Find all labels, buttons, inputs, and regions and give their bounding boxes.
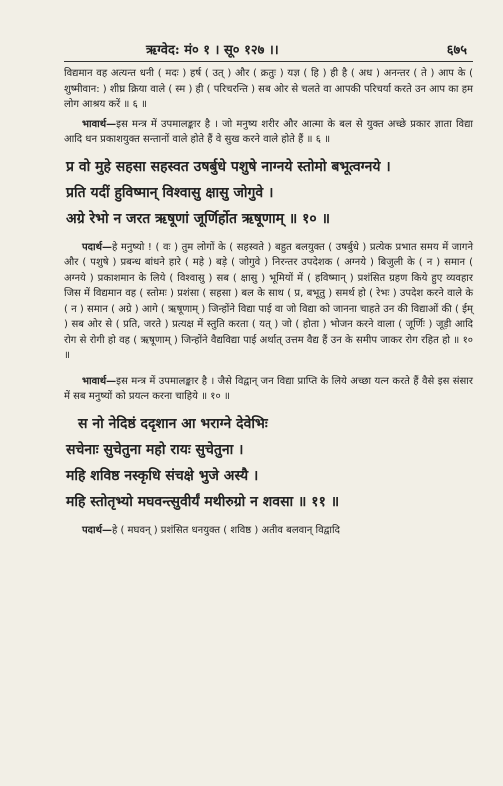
bhavartha-label: भावार्थ— [82, 375, 117, 387]
padartha-text: हे मनुष्यो ! ( वः ) तुम लोगों के ( सहस्वते ) बहुत बलयुक्त ( उषर्बुधे ) प्रत्येक प्रभात समय में जागने और ( पशुषे ) प्रबन्ध बांधने हारे ( महे ) बड़े ( जोगुवे ) निरन्तर उपदेशक ( अग्नये ) बिजुली के ( न ) समान ( अग्नये ) प्रकाशमान के लिये ( विश्वासु ) सब ( क्षासु ) भूमियों में ( हविष्मान् ) प्रशंसित ग्रहण किये हुए व्यवहार जिस में विद्यमान वह ( स्तोमः ) प्रशंसा ( सहसा ) बल के साथ ( प्र, बभूतु ) समर्थ हो ( रेभः ) उपदेश करने वाले के ( न ) समान ( अग्रे ) आगे ( ऋषूणाम् ) जिन्होंने विद्या पाई वा जो विद्या को जानना चाहते उन की विद्याओं की ( ईम् ) सब ओर से ( प्रति, जरते ) प्रत्यक्ष में स्तुति करता ( यत् ) जो ( होता ) भोजन करने वाला ( जूर्णिः ) जूड़ी आदि रोग से रोगी हो वह ( ऋषूणाम् ) जिन्होंने वैद्यविद्या पाई अर्थात् उत्तम वैद्य हैं उन के समीप जाकर रोग रहित हो ॥ १० ॥ [64, 241, 473, 361]
mantra-line: महि शविष्ठ नस्कृधि संचक्षे भुजे अस्यै । [66, 467, 259, 484]
padartha-11 [64, 523, 473, 539]
mantra-11 [66, 411, 473, 515]
mantra-line: अग्रे रेभो न जरत ऋषूणां जूर्णिर्होत ऋषूणाम् ॥ १० ॥ [66, 210, 330, 227]
mantra-line: महि स्तोतृभ्यो मघवन्त्सुवीर्यं मथीरुग्रो न शवसा ॥ ११ ॥ [66, 493, 340, 510]
bhavartha-label: भावार्थ— [82, 118, 117, 130]
bhavartha-text: इस मन्त्र में उपमालङ्कार है । जैसे विद्वान् जन विद्या प्राप्ति के लिये अच्छा यत्न करते हैं वैसे इस संसार में सब मनुष्यों को प्रयत्न करना चाहिये ॥ १० ॥ [64, 375, 473, 402]
running-title: ऋग्वेद: मं० १ । सू० १२७ ।। [146, 43, 279, 58]
bhavartha-10 [64, 374, 473, 405]
page-number: ६७५ [446, 43, 467, 58]
padartha-label: पदार्थ— [82, 241, 112, 253]
page-body [64, 66, 473, 542]
padartha-continuation: विद्यमान वह अत्यन्त धनी ( मदः ) हर्ष ( उत् ) और ( क्रतुः ) यज्ञ ( हि ) ही है ( अध ) अनन्तर ( ते ) आप के ( शुष्मीवान: ) शीघ्र क्रिया वाले ( स्म ) ही ( परिचरन्ति ) सब ओर से चलते वा आपकी परिचर्या करते उन आप का हम लोग आश्रय करें ॥ ६ ॥ [64, 68, 473, 110]
mantra-line: सचेनाः सुचेतुना महो रायः सुचेतुना । [66, 441, 244, 458]
mantra-10 [66, 154, 473, 232]
mantra-line: प्रति यदीं हुविष्मान् विश्वासु क्षासु जोगुवे । [66, 184, 274, 201]
bhavartha-6 [64, 117, 473, 148]
header-rule [64, 61, 473, 62]
bhavartha-text: इस मन्त्र में उपमालङ्कार है । जो मनुष्य शरीर और आत्मा के बल से युक्त अच्छे प्रकार ज्ञाता विद्या आदि धन प्रकाशयुक्त सन्तानों वाले होते हैं वे सुख करने वाले होते हैं ॥ ६ ॥ [64, 118, 473, 145]
padartha-text: हे ( मघवन् ) प्रशंसित धनयुक्त ( शविष्ठ ) अतीव बलवान् विद्वादि [111, 524, 340, 536]
padartha-label: पदार्थ— [82, 524, 112, 536]
mantra-line: स नो नेदिष्ठं ददृशान आ भराग्ने देवेभिः [78, 415, 268, 432]
mantra-line: प्र वो मुहे सहसा सहस्वत उषर्बुधे पशुषे नाग्नये स्तोमो बभूत्वग्नये । [66, 158, 391, 175]
padartha-10 [64, 240, 473, 364]
